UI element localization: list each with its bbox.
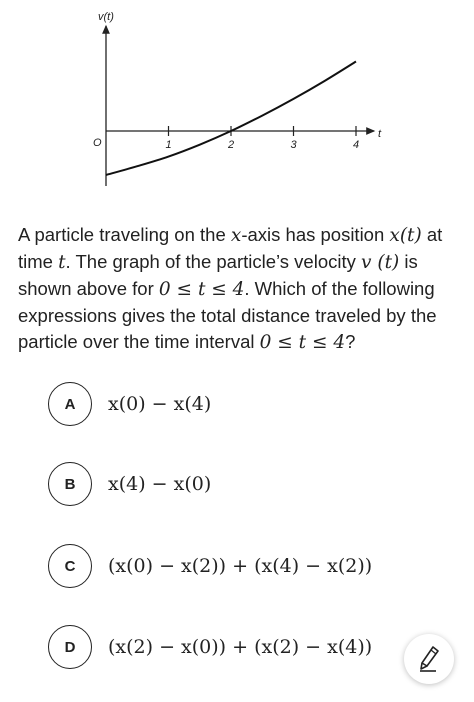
question-segment: A particle traveling on the [18, 224, 231, 245]
choice-b[interactable] [48, 461, 211, 507]
choice-a[interactable] [48, 381, 211, 427]
choice-b-letter[interactable]: B [48, 462, 92, 506]
choice-c[interactable] [48, 543, 372, 589]
velocity-graph-svg [0, 0, 474, 200]
choice-d[interactable] [48, 624, 372, 670]
choice-c-letter[interactable]: C [48, 544, 92, 588]
question-math: 0 ≤ t ≤ 4 [259, 332, 346, 353]
choice-b-expression: x(4) − x(0) [108, 473, 212, 495]
x-tick-label: 3 [290, 139, 297, 151]
annotate-button[interactable] [404, 634, 454, 684]
x-tick-label: 2 [228, 139, 235, 151]
question-math: t [58, 252, 66, 273]
question-math: 0 ≤ t ≤ 4 [158, 279, 245, 300]
question-segment: . Which of the following expressions gives the total distance traveled by the particle over the time interval [18, 278, 437, 352]
y-axis-label: v(t) [98, 11, 114, 23]
x-axis-label: t [378, 128, 382, 140]
choice-d-expression: (x(2) − x(0)) + (x(2) − x(4)) [108, 636, 373, 658]
origin-label: O [93, 137, 102, 149]
x-tick-label: 4 [353, 139, 360, 151]
question-segment: at time [18, 224, 443, 272]
question-segment: is shown above for [18, 251, 418, 299]
choice-d-letter[interactable]: D [48, 625, 92, 669]
pencil-icon [416, 644, 442, 674]
question-math: x(t) [389, 225, 422, 246]
question-segment: -axis has position [241, 224, 390, 245]
question-text [18, 222, 458, 356]
question-math: x [230, 225, 242, 246]
question-math: v (t) [361, 252, 400, 273]
choice-a-expression: x(0) − x(4) [108, 393, 212, 415]
velocity-curve [106, 61, 356, 175]
x-tick-label: 1 [165, 139, 172, 151]
question-segment: ? [345, 331, 356, 352]
velocity-graph [0, 0, 474, 200]
question-segment: . The graph of the particle’s velocity [65, 251, 362, 272]
choice-c-expression: (x(0) − x(2)) + (x(4) − x(2)) [108, 555, 373, 577]
choice-a-letter[interactable]: A [48, 382, 92, 426]
